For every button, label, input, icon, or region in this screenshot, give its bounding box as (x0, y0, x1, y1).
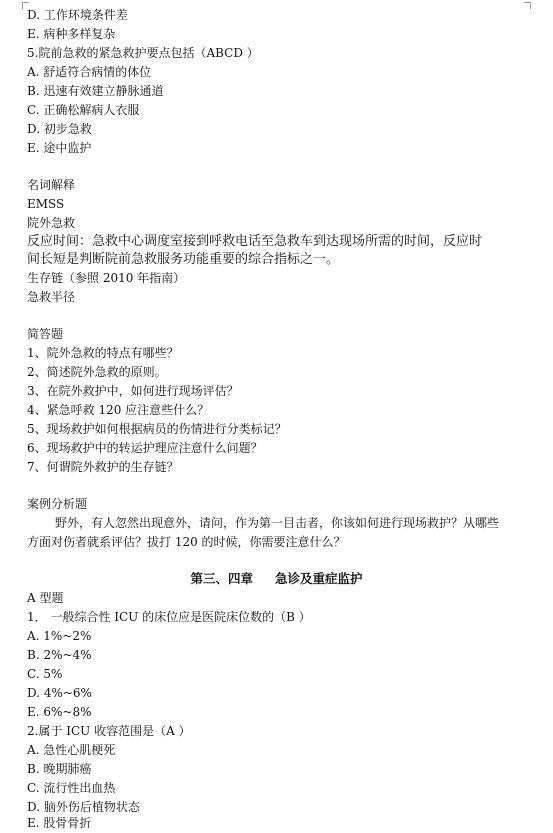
question-line: 4、紧急呼救 120 应注意些什么？ (27, 403, 210, 417)
definition-line: 反应时间：急救中心调度室接到呼救电话至急救车到达现场所需的时间，反应时 (27, 234, 483, 249)
option-line: D. 初步急救 (27, 122, 92, 136)
option-line: A. 急性心肌梗死 (27, 743, 116, 757)
section-title-terms: 名词解释 (27, 178, 76, 192)
option-line: C. 正确松解病人衣服 (27, 103, 140, 117)
term-line: 院外急救 (27, 216, 76, 230)
case-paragraph-line: 野外，有人忽然出现意外，请问，作为第一目击者，你该如何进行现场救护？从哪些 (55, 516, 500, 530)
question-line: 7、何谓院外救护的生存链？ (27, 460, 179, 474)
question-line: 1． 一般综合性 ICU 的床位应是医院床位数的（B ） (27, 610, 311, 624)
section-title-type-a: A 型题 (27, 591, 64, 605)
option-line: B. 迅速有效建立静脉通道 (27, 84, 164, 98)
option-line: E. 途中监护 (27, 141, 92, 155)
option-line: D. 脑外伤后植物状态 (27, 800, 140, 814)
term-line: 急救半径 (27, 290, 76, 304)
option-line: E. 股骨骨折 (27, 816, 92, 830)
option-line: D. 工作环境条件差 (27, 8, 128, 22)
chapter-heading (0, 571, 553, 587)
question-line: 6、现场救护中的转运护理应注意什么问题？ (27, 441, 263, 455)
question-line: 3、在院外救护中，如何进行现场评估？ (27, 384, 239, 398)
chapter-number: 第三、四章 (190, 571, 253, 586)
option-line: E. 病种多样复杂 (27, 27, 116, 41)
section-title-case-analysis: 案例分析题 (27, 497, 88, 511)
option-line: D. 4%~6% (27, 686, 92, 700)
option-line: C. 5% (27, 667, 63, 681)
section-title-short-answer: 简答题 (27, 327, 64, 341)
case-paragraph-line: 方面对伤者就系评估？拔打 120 的时候，你需要注意什么？ (27, 535, 346, 549)
question-line: 2.属于 ICU 收容范围是（A ） (27, 724, 191, 738)
option-line: A. 1%~2% (27, 629, 92, 643)
term-line: 生存链（参照 2010 年指南） (27, 271, 186, 285)
option-line: B. 晚期肺癌 (27, 762, 92, 776)
question-line: 2、简述院外急救的原则。 (27, 365, 167, 379)
question-line: 5.院前急救的紧急救护要点包括（ABCD ） (27, 46, 259, 60)
term-line: EMSS (27, 197, 65, 211)
option-line: E. 6%~8% (27, 705, 92, 719)
option-line: B. 2%~4% (27, 648, 92, 662)
page-corner-mark-right (524, 2, 531, 9)
question-line: 1、院外急救的特点有哪些？ (27, 346, 179, 360)
option-line: A. 舒适符合病情的体位 (27, 65, 152, 79)
definition-line: 间长短是判断院前急救服务功能重要的综合指标之一。 (27, 252, 340, 267)
question-line: 5、现场救护如何根据病员的伤情进行分类标记？ (27, 422, 287, 436)
chapter-title: 急诊及重症监护 (275, 571, 363, 586)
option-line: C. 流行性出血热 (27, 781, 116, 795)
